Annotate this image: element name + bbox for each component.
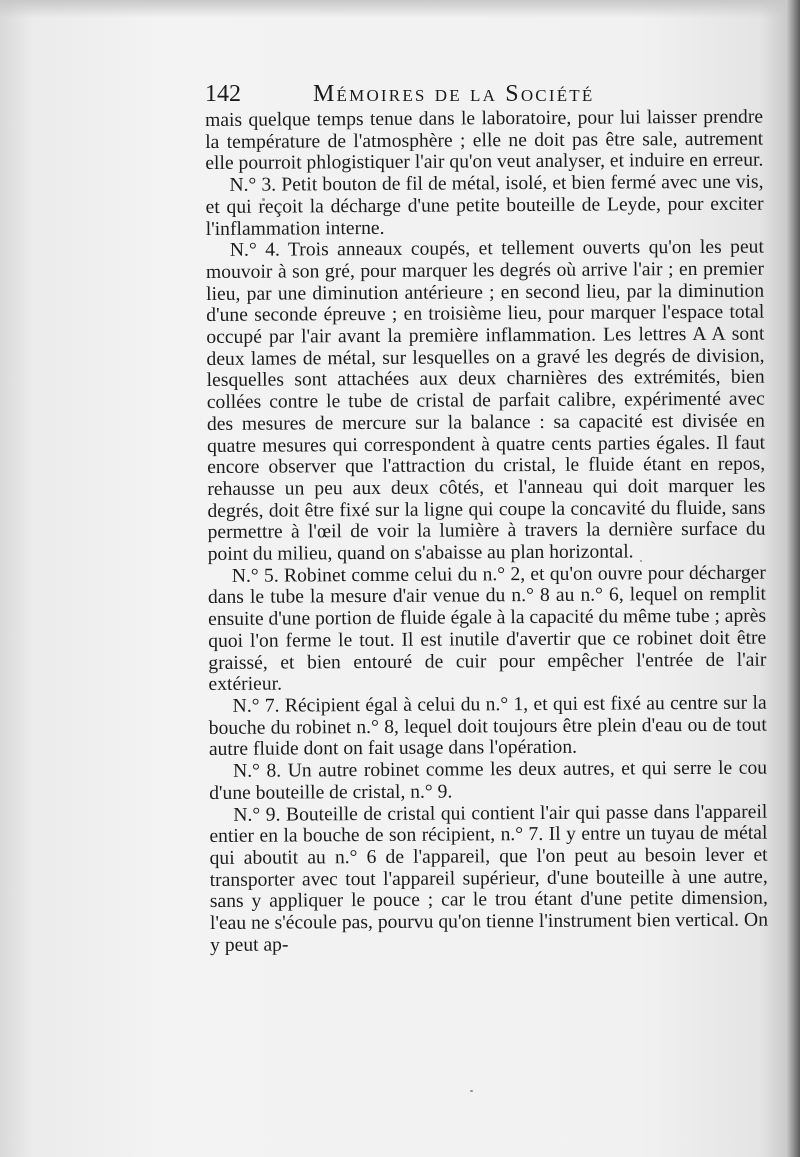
ink-speck — [470, 1090, 473, 1092]
paragraph-item-8: N.° 8. Un autre robinet comme les deux autres, et qui serre le cou d'une bouteille de cristal, n.° 9. — [209, 757, 768, 804]
page-fore-edge — [786, 0, 800, 1157]
page-top-shadow — [0, 0, 800, 18]
paragraph-item-7: N.° 7. Récipient égal à celui du n.° 1, et qui est fixé au centre sur la bouche du robinet n.° 8, lequel doit toujours être plein d'eau ou de tout autre fluide dont on fait usage dans l'opération. — [208, 692, 767, 761]
paragraph-continuation: mais quelque temps tenue dans le laboratoire, pour lui laisser prendre la température de l'atmosphère ; elle ne doit pas être sale, autrement elle pourroit phlogistiquer l'air qu'on veut analyser, et induire en erreur. — [205, 106, 764, 175]
page-body — [205, 107, 768, 957]
running-head: Mémoires de la Société — [313, 81, 595, 107]
paragraph-item-4: N.° 4. Trois anneaux coupés, et tellement ouverts qu'on les peut mouvoir à son gré, pour marquer les degrés où arrive l'air ; en premier lieu, par une diminution antérieure ; en second lieu, par la diminution d'une seconde épreuve ; en troisième lieu, pour marquer l'espace total occupé par l'air avant la première inflammation. Les lettres A A sont deux lames de métal, sur lesquelles on a gravé les degrés de division, lesquelles sont attachées aux deux charnières des extrémités, bien collées contre le tube de cristal de parfait calibre, expérimenté avec des mesures de mercure sur la balance : sa capacité est divisée en quatre mesures qui correspondent à quatre cents parties égales. Il faut encore observer que l'attraction du cristal, le fluide étant en repos, rehausse un peu aux deux côtés, et l'anneau qui doit marquer les degrés, doit être fixé sur la ligne qui coupe la concavité du fluide, sans permettre à l'œil de voir la lumière à travers la dernière surface du point du milieu, quand on s'abaisse au plan horizontal. — [205, 236, 766, 566]
paragraph-item-9: N.° 9. Bouteille de cristal qui contient l'air qui passe dans l'appareil entier en la bouche de son récipient, n.° 7. Il y entre un tuyau de métal qui aboutit au n.° 6 de l'appareil, que l'on peut au besoin lever et transporter avec tout l'appareil supérieur, d'une bouteille à une autre, sans y appliquer le pouce ; car le trou étant d'une petite dimension, l'eau ne s'écoule pas, pourvu qu'on tienne l'instrument bien vertical. On y peut ap- — [209, 801, 769, 956]
page-number: 142 — [205, 81, 241, 107]
paragraph-item-5: N.° 5. Robinet comme celui du n.° 2, et qu'on ouvre pour décharger dans le tube la mesure d'air venue du n.° 8 au n.° 6, lequel on remplit ensuite d'une portion de fluide égale à la capacité du même tube ; après quoi l'on ferme le tout. Il est inutile d'avertir que ce robinet doit être graissé, et bien entouré de cuir pour empêcher l'entrée de l'air extérieur. — [207, 562, 767, 696]
paragraph-item-3: N.° 3. Petit bouton de fil de métal, isolé, et bien fermé avec une vis, et qui reçoit la décharge d'une petite bouteille de Leyde, pour exciter l'inflammation interne. — [205, 171, 764, 240]
book-page — [205, 78, 769, 1038]
page-header — [205, 78, 753, 110]
